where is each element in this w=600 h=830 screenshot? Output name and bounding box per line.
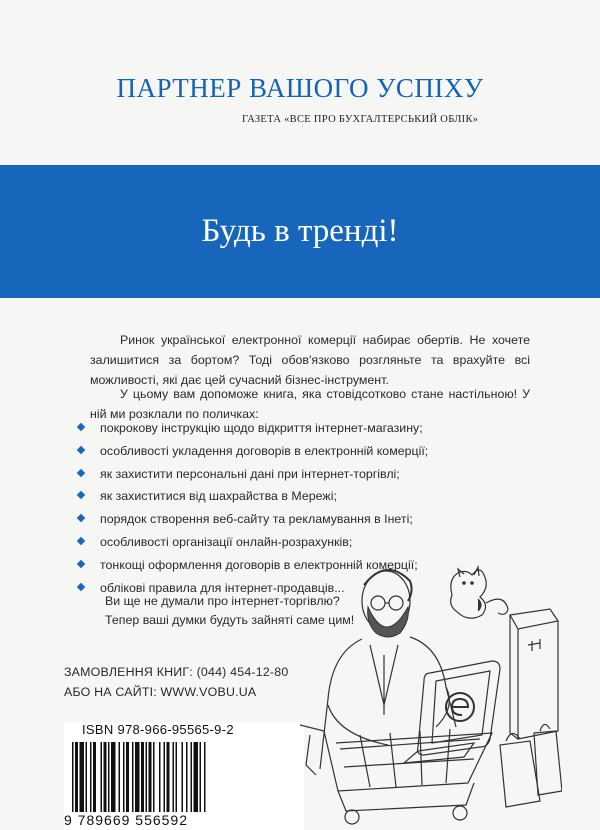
list-item-text: облікові правила для інтернет-продавців... bbox=[100, 580, 345, 595]
headline: ПАРТНЕР ВАШОГО УСПІХУ bbox=[116, 73, 484, 103]
bullet-diamond-icon bbox=[77, 423, 85, 431]
bullet-diamond-icon bbox=[77, 468, 85, 476]
closing-line-1: Ви ще не думали про інтернет-торгівлю? bbox=[105, 594, 340, 608]
isbn-label: ISBN 978-966-95565-9-2 bbox=[82, 722, 234, 737]
list-item bbox=[78, 465, 538, 488]
barcode-digits: 9 789669 556592 bbox=[64, 812, 188, 828]
newspaper-subline: ГАЗЕТА «ВСЕ ПРО БУХГАЛТЕРСЬКИЙ ОБЛІК» bbox=[242, 114, 479, 125]
list-item-text: як захиститися від шахрайства в Мережі; bbox=[100, 489, 337, 504]
intro-text-2: У цьому вам допоможе книга, яка стовідсотково стане настільною! У ній ми розклали по поличках: bbox=[90, 387, 530, 421]
slogan: Будь в тренді! bbox=[201, 213, 399, 249]
barcode-block bbox=[64, 722, 304, 830]
barcode-icon bbox=[72, 742, 296, 814]
bullet-diamond-icon bbox=[77, 491, 85, 499]
list-item bbox=[78, 510, 538, 533]
shopper-illustration bbox=[300, 555, 562, 830]
bullet-diamond-icon bbox=[77, 560, 85, 568]
list-item-text: порядок створення веб-сайту та рекламування в Інеті; bbox=[100, 512, 413, 527]
slogan-band bbox=[0, 165, 600, 298]
header bbox=[0, 0, 600, 165]
closing-line-2: Тепер ваші думки будуть зайняті саме цим! bbox=[105, 613, 355, 627]
list-item bbox=[78, 487, 538, 510]
list-item-text: особливості організації онлайн-розрахунків; bbox=[100, 534, 353, 549]
intro-text-1: Ринок української електронної комерції набирає обертів. Не хочете залишитися за бортом? Тоді обов'язково розгляньте та врахуйте всі можливості, які дає цей сучасний бізнес-інструмент. bbox=[90, 333, 530, 387]
list-item-text: як захистити персональні дані при інтернет-торгівлі; bbox=[100, 466, 400, 481]
list-item bbox=[78, 419, 538, 442]
list-item bbox=[78, 533, 538, 556]
order-phone: ЗАМОВЛЕННЯ КНИГ: (044) 454-12-80 bbox=[64, 665, 289, 679]
list-item-text: тонкощі оформлення договорів в електронній комерції; bbox=[100, 557, 418, 572]
order-website: АБО НА САЙТІ: WWW.VOBU.UA bbox=[64, 685, 257, 699]
order-info bbox=[64, 662, 288, 702]
bullet-diamond-icon bbox=[77, 514, 85, 522]
shopping-cart-icon bbox=[300, 725, 492, 824]
cat-icon bbox=[451, 567, 508, 618]
bullet-diamond-icon bbox=[77, 446, 85, 454]
intro-paragraph-1 bbox=[90, 330, 530, 390]
list-item-text: покрокову інструкцію щодо відкриття інтернет-магазину; bbox=[100, 421, 423, 435]
list-item-text: особливості укладення договорів в електронній комерції; bbox=[100, 443, 429, 458]
list-item bbox=[78, 442, 538, 465]
intro-paragraph-2 bbox=[90, 384, 530, 424]
bullet-diamond-icon bbox=[77, 582, 85, 590]
bullet-diamond-icon bbox=[77, 537, 85, 545]
